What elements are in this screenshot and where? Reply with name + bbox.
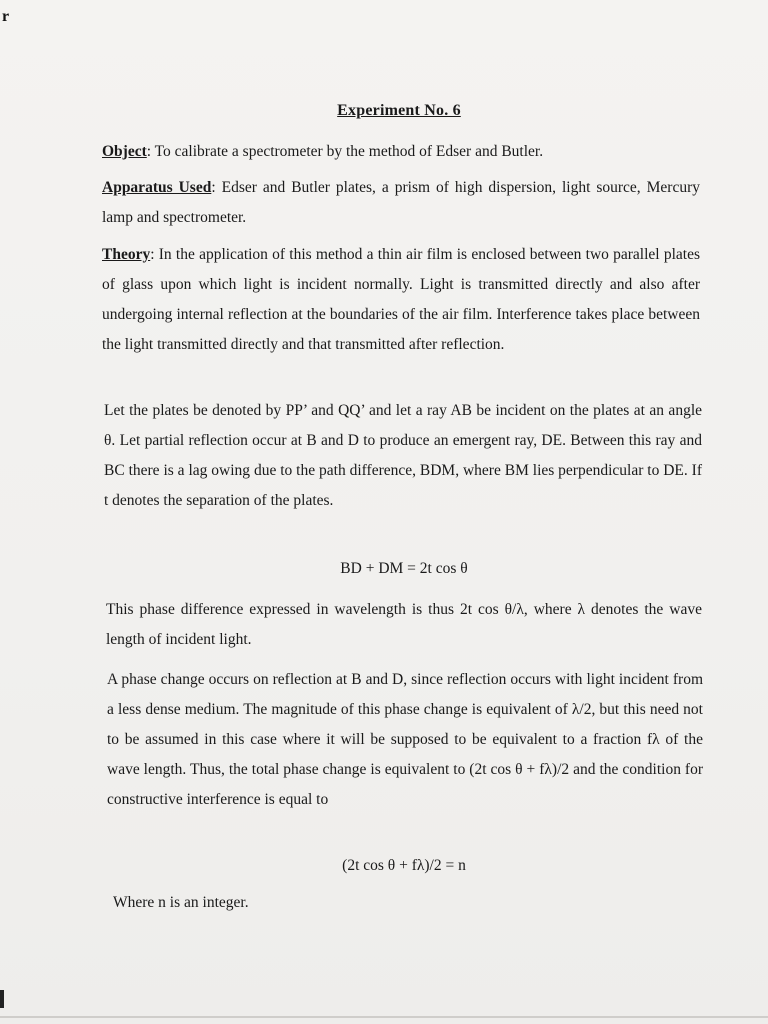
experiment-heading-text: Experiment No. 6 [337, 102, 461, 119]
equation-path-difference [0, 560, 768, 578]
phase-difference-paragraph: This phase difference expressed in wavelength is thus 2t cos θ/λ, where λ denotes the wave length of incident light. [106, 601, 702, 648]
integer-paragraph: Where n is an integer. [113, 894, 249, 911]
theory-label: Theory [102, 246, 151, 263]
phase-change-paragraph: A phase change occurs on reflection at B and D, since reflection occurs with light incident from a less dense medium. The magnitude of this phase change is equivalent of λ/2, but this need not to be assumed in this case where it will be supposed to be equivalent to a fraction fλ of the wave length. Thus, the total phase change is equivalent to (2t cos θ + fλ)/2 and the condition for constructive interference is equal to [107, 671, 703, 808]
experiment-heading [0, 102, 768, 120]
equation-1-text: BD + DM = 2t cos θ [340, 560, 468, 577]
theory-paragraph [102, 240, 700, 360]
page-bottom-edge [0, 1016, 768, 1018]
equation-2-text: (2t cos θ + fλ)/2 = n [342, 857, 466, 874]
object-label: Object [102, 143, 147, 160]
object-text: : To calibrate a spectrometer by the method of Edser and Butler. [146, 143, 544, 160]
apparatus-paragraph [102, 173, 700, 233]
page-edge-mark [0, 990, 4, 1008]
equation-constructive-interference [0, 857, 768, 875]
apparatus-label: Apparatus Used [102, 179, 212, 196]
theory-text: : In the application of this method a thin air film is enclosed between two parallel plates of glass upon which light is incident normally. Light is transmitted directly and also after undergoing internal reflection at the boundaries of the air film. Interference takes place between the light transmitted directly and that transmitted after reflection. [102, 246, 700, 353]
object-paragraph [102, 137, 642, 167]
apparatus-text: : Edser and Butler plates, a prism of high dispersion, light source, Mercury lamp and spectrometer. [102, 179, 701, 226]
corner-mark-icon: r [2, 8, 10, 25]
plates-paragraph: Let the plates be denoted by PP’ and QQ’ and let a ray AB be incident on the plates at an angle θ. Let partial reflection occur at B and D to produce an emergent ray, DE. Between this ray and BC there is a lag owing due to the path difference, BDM, where BM lies perpendicular to DE. If t denotes the separation of the plates. [104, 402, 702, 509]
